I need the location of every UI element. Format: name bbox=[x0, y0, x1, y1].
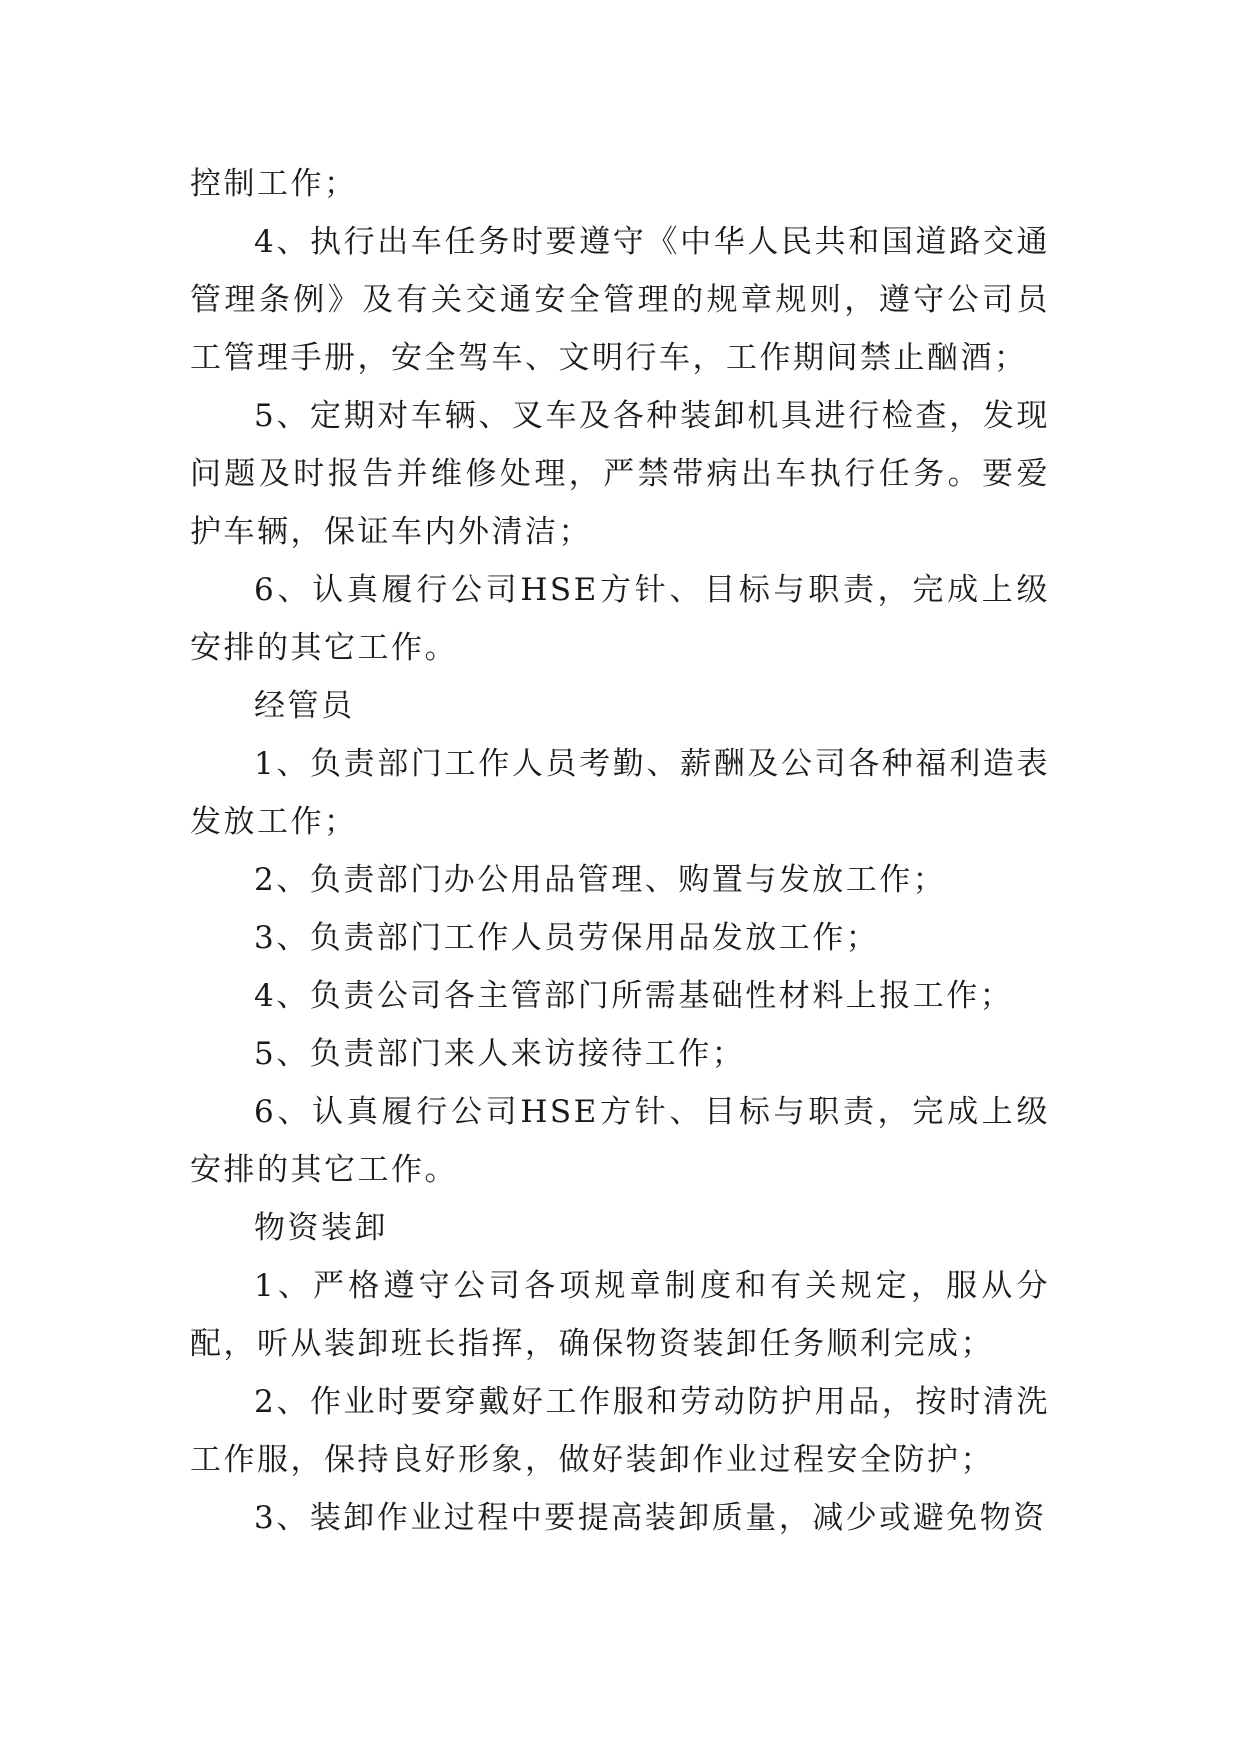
paragraph-7: 2、负责部门办公用品管理、购置与发放工作； bbox=[254, 862, 947, 898]
paragraph-15: 3、装卸作业过程中要提高装卸质量，减少或避免物资 bbox=[254, 1500, 1047, 1536]
document-body bbox=[190, 155, 1050, 1547]
paragraph-6: 1、负责部门工作人员考勤、薪酬及公司各种福利造表发放工作； bbox=[190, 746, 1050, 840]
paragraph-14: 2、作业时要穿戴好工作服和劳动防护用品，按时清洗工作服，保持良好形象，做好装卸作业过程安全防护； bbox=[190, 1384, 1050, 1478]
paragraph-11: 6、认真履行公司HSE方针、目标与职责，完成上级安排的其它工作。 bbox=[190, 1094, 1050, 1188]
paragraph-2: 4、执行出车任务时要遵守《中华人民共和国道路交通管理条例》及有关交通安全管理的规章规则，遵守公司员工管理手册，安全驾车、文明行车，工作期间禁止酗酒； bbox=[190, 224, 1050, 376]
paragraph-3: 5、定期对车辆、叉车及各种装卸机具进行检查，发现问题及时报告并维修处理，严禁带病出车执行任务。要爱护车辆，保证车内外清洁； bbox=[190, 398, 1050, 550]
paragraph-8: 3、负责部门工作人员劳保用品发放工作； bbox=[254, 920, 880, 956]
paragraph-13: 1、严格遵守公司各项规章制度和有关规定，服从分配，听从装卸班长指挥，确保物资装卸任务顺利完成； bbox=[190, 1268, 1050, 1362]
paragraph-9: 4、负责公司各主管部门所需基础性材料上报工作； bbox=[254, 978, 1014, 1014]
paragraph-10: 5、负责部门来人来访接待工作； bbox=[254, 1036, 746, 1072]
section-heading-loading: 物资装卸 bbox=[254, 1210, 388, 1246]
section-heading-manager: 经管员 bbox=[254, 688, 355, 724]
paragraph-4: 6、认真履行公司HSE方针、目标与职责，完成上级安排的其它工作。 bbox=[190, 572, 1050, 666]
paragraph-1: 控制工作； bbox=[190, 166, 358, 202]
